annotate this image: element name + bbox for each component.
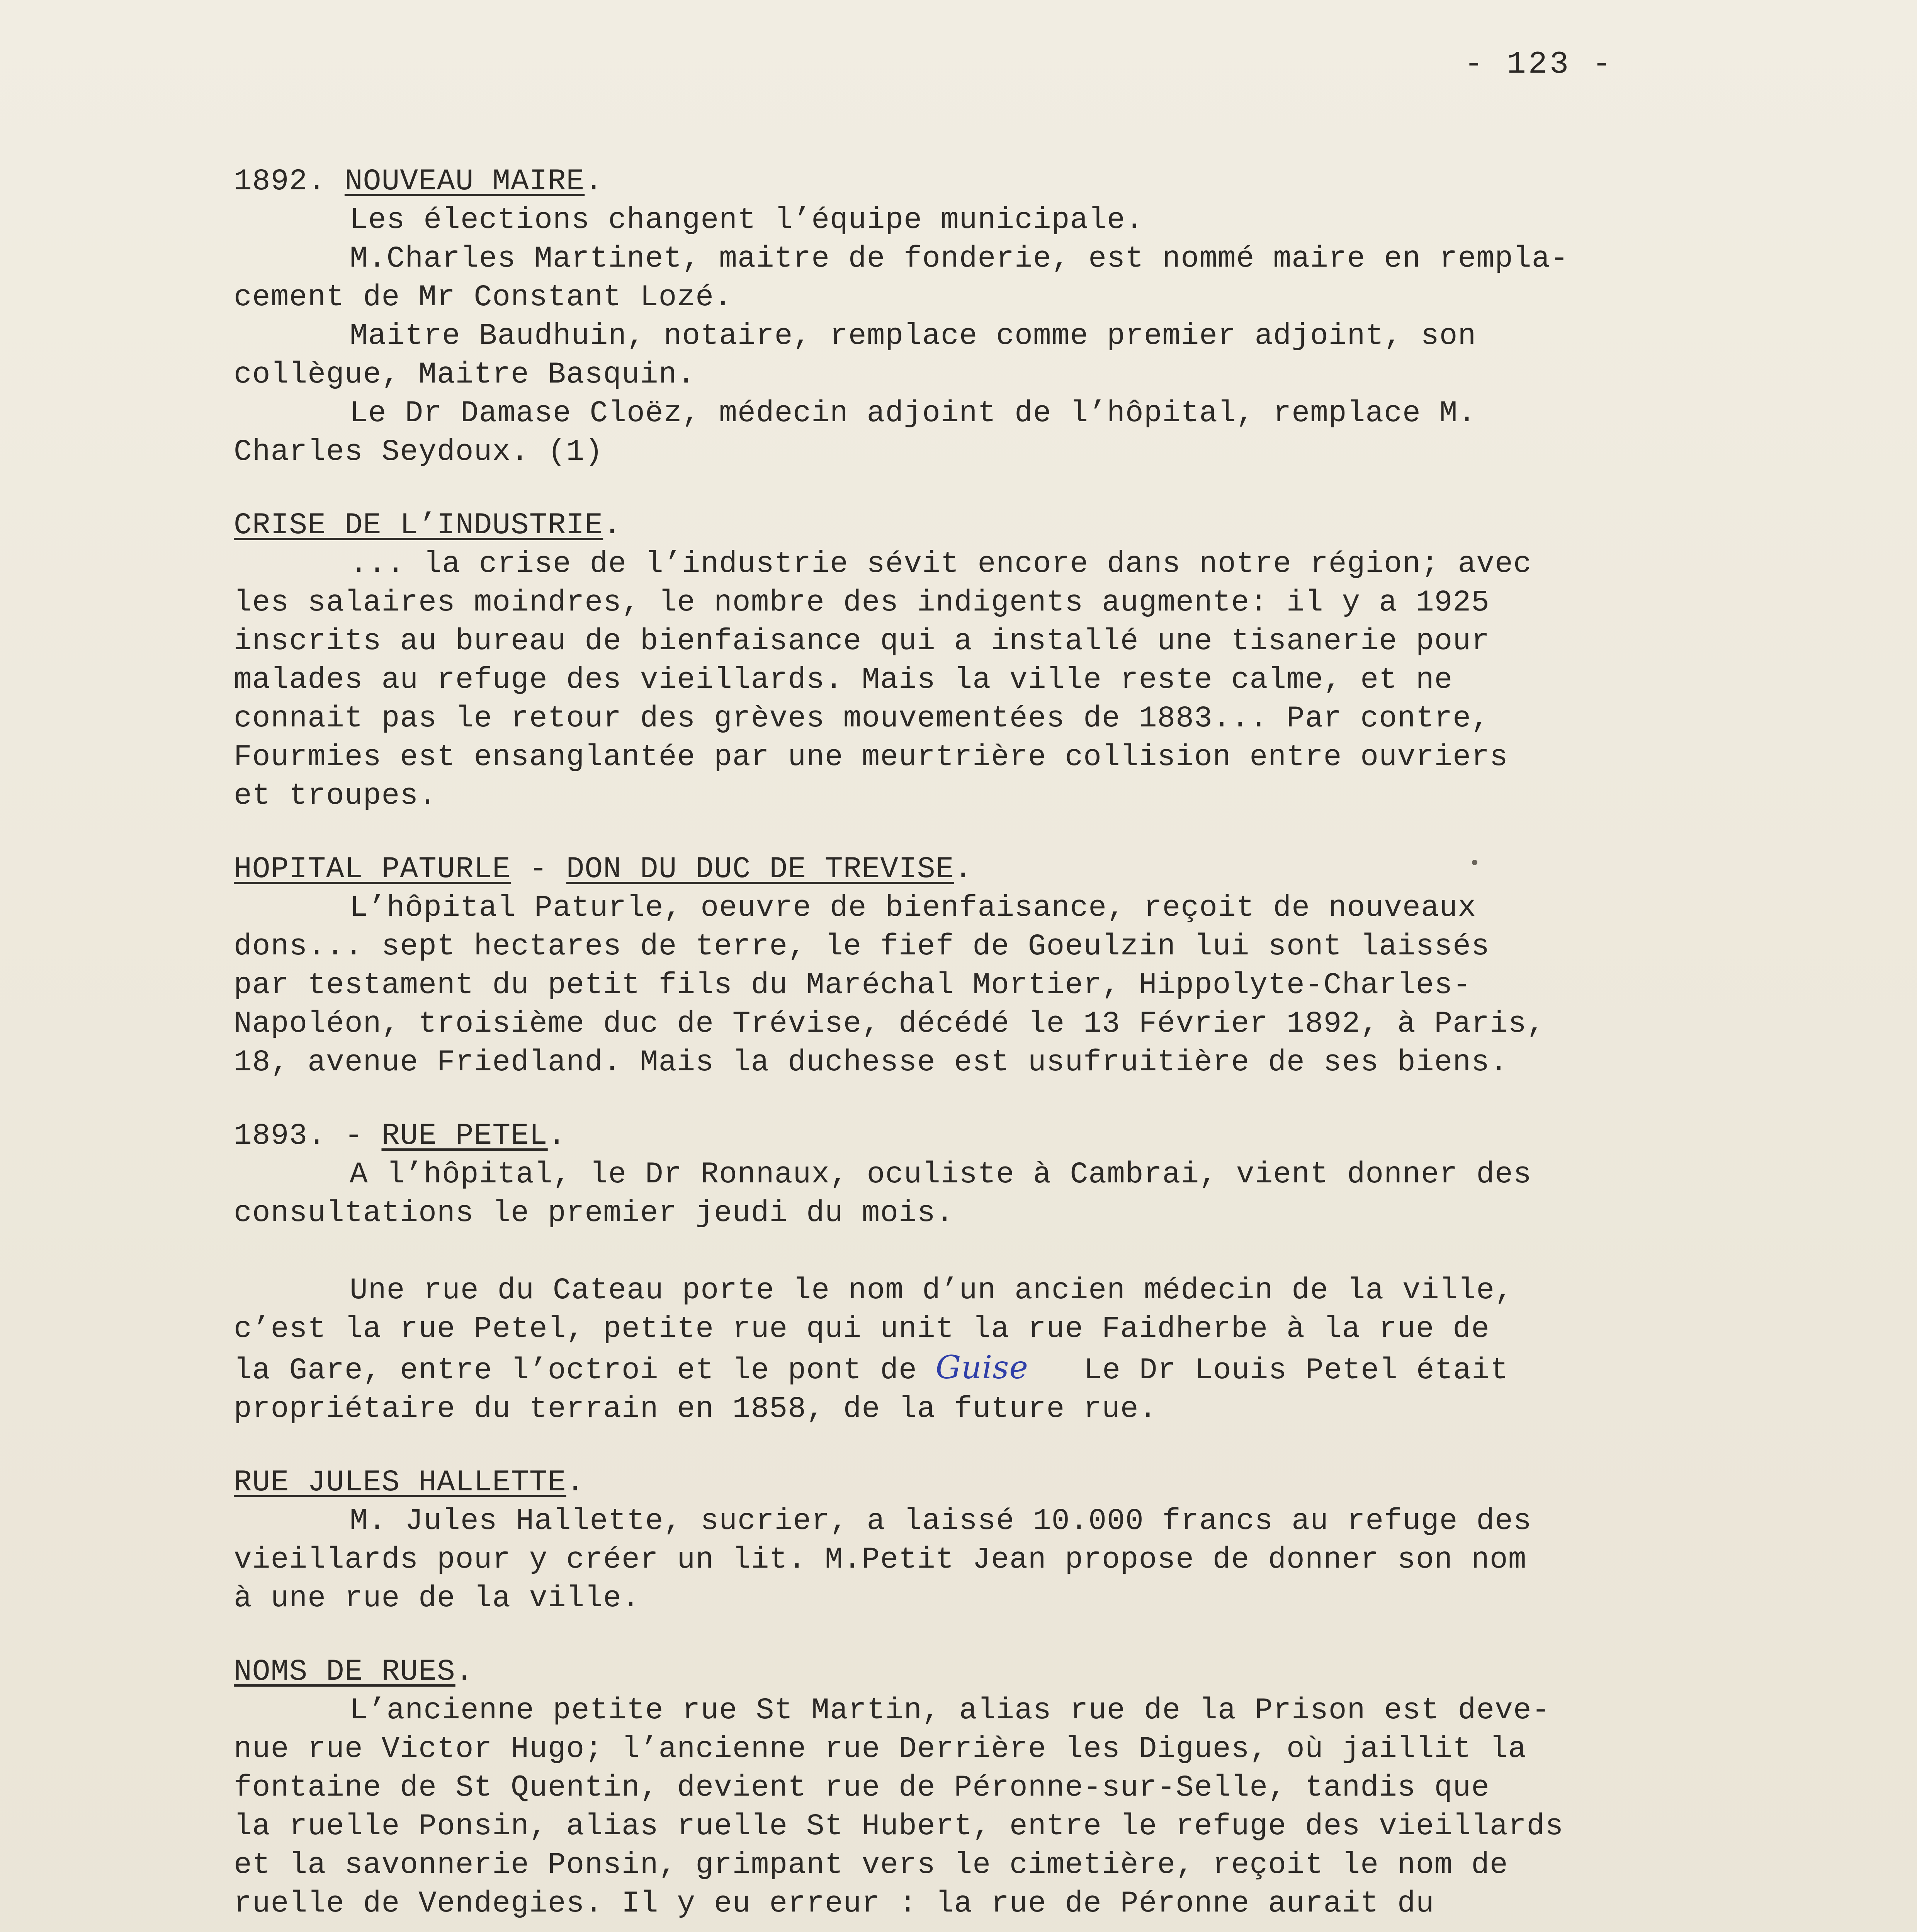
section-heading — [234, 1653, 1880, 1691]
text-line: et troupes. — [234, 779, 437, 813]
text-line: consultations le premier jeudi du mois. — [234, 1196, 954, 1230]
text-line: collègue, Maitre Basquin. — [234, 358, 696, 392]
paragraph-gap — [234, 1233, 1880, 1271]
text-line: la ruelle Ponsin, alias ruelle St Hubert, entre le refuge des vieillards — [234, 1810, 1564, 1844]
text-line: Charles Seydoux. (1) — [234, 435, 603, 469]
text-line: M. Jules Hallette, sucrier, a laissé 10.000 francs au refuge des — [350, 1504, 1532, 1538]
document-body — [234, 162, 1880, 1932]
text-line: ruelle de Vendegies. Il y eu erreur : la rue de Péronne aurait du — [234, 1887, 1434, 1921]
text-line: nue rue Victor Hugo; l’ancienne rue Derrière les Digues, où jaillit la — [234, 1732, 1527, 1766]
heading-period: . — [603, 509, 622, 543]
text-line: Le Dr Damase Cloëz, médecin adjoint de l’hôpital, remplace M. — [350, 396, 1477, 430]
text-line: malades au refuge des vieillards. Mais la ville reste calme, et ne — [234, 663, 1453, 697]
text-line: ... la crise de l’industrie sévit encore dans notre région; avec — [350, 547, 1532, 581]
handwritten-annotation: Guise — [935, 1349, 1028, 1386]
heading-period: . — [566, 1466, 585, 1500]
text-line: dons... sept hectares de terre, le fief de Goeulzin lui sont laissés — [234, 930, 1490, 964]
text-line: 18, avenue Friedland. Mais la duchesse est usufruitière de ses biens. — [234, 1046, 1508, 1080]
text-line: connait pas le retour des grèves mouvementées de 1883... Par contre, — [234, 702, 1490, 736]
text-line: vieillards pour y créer un lit. M.Petit Jean propose de donner son nom — [234, 1543, 1527, 1577]
paper-speck — [1472, 860, 1477, 865]
text-line: fontaine de St Quentin, devient rue de Péronne-sur-Selle, tandis que — [234, 1771, 1490, 1805]
heading-period: . — [954, 852, 973, 886]
section-hopital-paturle — [234, 850, 1880, 1082]
heading-period: . — [455, 1655, 474, 1689]
text-line: Les élections changent l’équipe municipale. — [350, 203, 1144, 237]
heading-title: NOUVEAU MAIRE — [344, 165, 585, 199]
section-heading — [234, 1463, 1880, 1502]
text-fragment: la Gare, entre l’octroi et le pont de — [234, 1354, 936, 1388]
section-heading — [234, 850, 1880, 889]
text-line: A l’hôpital, le Dr Ronnaux, oculiste à Cambrai, vient donner des — [350, 1158, 1532, 1192]
heading-period: . — [585, 165, 603, 199]
heading-separator: - — [511, 852, 566, 886]
section-heading — [234, 506, 1880, 545]
section-heading — [234, 1117, 1880, 1155]
section-rue-jules-hallette — [234, 1463, 1880, 1618]
heading-title: CRISE DE L’INDUSTRIE — [234, 509, 603, 543]
heading-year: 1893. - — [234, 1119, 382, 1153]
heading-title: HOPITAL PATURLE — [234, 852, 511, 886]
section-nouveau-maire — [234, 162, 1880, 471]
text-fragment: Le Dr Louis Petel était — [1028, 1354, 1509, 1388]
text-line: Napoléon, troisième duc de Trévise, décédé le 13 Février 1892, à Paris, — [234, 1007, 1545, 1041]
heading-title: NOMS DE RUES — [234, 1655, 455, 1689]
text-line: et la savonnerie Ponsin, grimpant vers le cimetière, reçoit le nom de — [234, 1848, 1508, 1882]
text-line: à une rue de la ville. — [234, 1582, 640, 1616]
section-rue-petel — [234, 1117, 1880, 1429]
heading-title: RUE PETEL — [381, 1119, 548, 1153]
section-heading — [234, 162, 1880, 201]
text-line: les salaires moindres, le nombre des indigents augmente: il y a 1925 — [234, 586, 1490, 620]
section-crise-industrie — [234, 506, 1880, 815]
text-line-with-annotation — [234, 1349, 1880, 1390]
text-line: Maitre Baudhuin, notaire, remplace comme premier adjoint, son — [350, 319, 1477, 353]
text-line: inscrits au bureau de bienfaisance qui a installé une tisanerie pour — [234, 624, 1490, 658]
heading-title: RUE JULES HALLETTE — [234, 1466, 566, 1500]
text-line: par testament du petit fils du Maréchal Mortier, Hippolyte-Charles- — [234, 968, 1472, 1002]
text-line: Une rue du Cateau porte le nom d’un ancien médecin de la ville, — [350, 1274, 1513, 1308]
section-noms-de-rues — [234, 1653, 1880, 1923]
page-number: - 123 - — [1464, 46, 1614, 82]
text-line: c’est la rue Petel, petite rue qui unit la rue Faidherbe à la rue de — [234, 1312, 1490, 1346]
text-line: cement de Mr Constant Lozé. — [234, 281, 732, 315]
text-line: L’hôpital Paturle, oeuvre de bienfaisance, reçoit de nouveaux — [350, 891, 1477, 925]
heading-subtitle: DON DU DUC DE TREVISE — [566, 852, 954, 886]
text-line: propriétaire du terrain en 1858, de la future rue. — [234, 1392, 1157, 1426]
heading-period: . — [547, 1119, 566, 1153]
text-line: M.Charles Martinet, maitre de fonderie, est nommé maire en rempla- — [350, 242, 1569, 276]
text-line: Fourmies est ensanglantée par une meurtrière collision entre ouvriers — [234, 740, 1508, 774]
text-line: L’ancienne petite rue St Martin, alias rue de la Prison est deve- — [350, 1694, 1550, 1728]
heading-year: 1892. — [234, 165, 326, 199]
